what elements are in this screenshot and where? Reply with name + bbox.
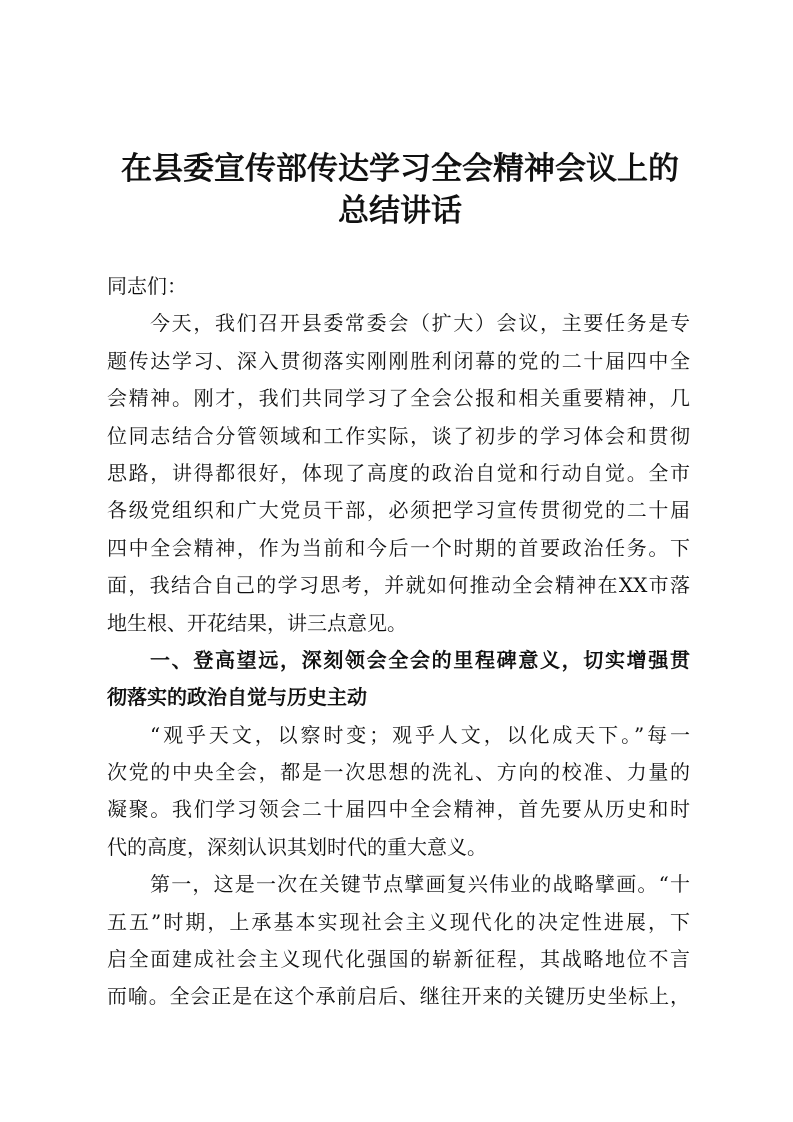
text-line: 彻落实的政治自觉与历史主动 xyxy=(107,685,367,710)
text-line: 次党的中央全会，都是一次思想的洗礼、方向的校准、力量的 xyxy=(107,760,690,785)
text-line: 思路，讲得都很好，体现了高度的政治自觉和行动自觉。全市 xyxy=(107,460,690,485)
text-line: 今天，我们召开县委常委会（扩大）会议，主要任务是专 xyxy=(150,311,690,336)
text-line: 而喻。全会正是在这个承前启后、继往开来的关键历史坐标上， xyxy=(107,984,690,1009)
title-line-1: 在县委宣传部传达学习全会精神会议上的 xyxy=(121,151,679,187)
text-line: 启全面建成社会主义现代化强国的崭新征程，其战略地位不言 xyxy=(107,947,690,972)
title-line-2: 总结讲话 xyxy=(338,193,462,229)
text-line: 各级党组织和广大党员干部，必须把学习宣传贯彻党的二十届 xyxy=(107,498,690,523)
text-line: 代的高度，深刻认识其划时代的重大意义。 xyxy=(107,834,487,859)
document-title xyxy=(100,148,700,232)
text-line: 地生根、开花结果，讲三点意见。 xyxy=(107,610,407,635)
text-line: 位同志结合分管领域和工作实际，谈了初步的学习体会和贯彻 xyxy=(107,423,690,448)
paragraph xyxy=(107,717,690,867)
text-line: 凝聚。我们学习领会二十届四中全会精神，首先要从历史和时 xyxy=(107,797,690,822)
salutation: 同志们： xyxy=(107,274,187,298)
text-line: 第一，这是一次在关键节点擘画复兴伟业的战略擘画。“十 xyxy=(150,872,690,897)
text-line: 五五”时期，上承基本实现社会主义现代化的决定性进展，下 xyxy=(107,909,690,934)
paragraph xyxy=(107,305,690,642)
text-line: “观乎天文，以察时变；观乎人文，以化成天下。”每一 xyxy=(150,722,690,747)
paragraph xyxy=(107,866,690,1016)
text-line: 面，我结合自己的学习思考，并就如何推动全会精神在XX市落 xyxy=(107,573,690,598)
text-line: 会精神。刚才，我们共同学习了全会公报和相关重要精神，几 xyxy=(107,386,690,411)
text-line: 一、登高望远，深刻领会全会的里程碑意义，切实增强贯 xyxy=(150,647,690,672)
text-line: 四中全会精神，作为当前和今后一个时期的首要政治任务。下 xyxy=(107,535,690,560)
text-line: 题传达学习、深入贯彻落实刚刚胜利闭幕的党的二十届四中全 xyxy=(107,348,690,373)
document-body xyxy=(107,268,690,1016)
section-heading xyxy=(107,642,690,717)
